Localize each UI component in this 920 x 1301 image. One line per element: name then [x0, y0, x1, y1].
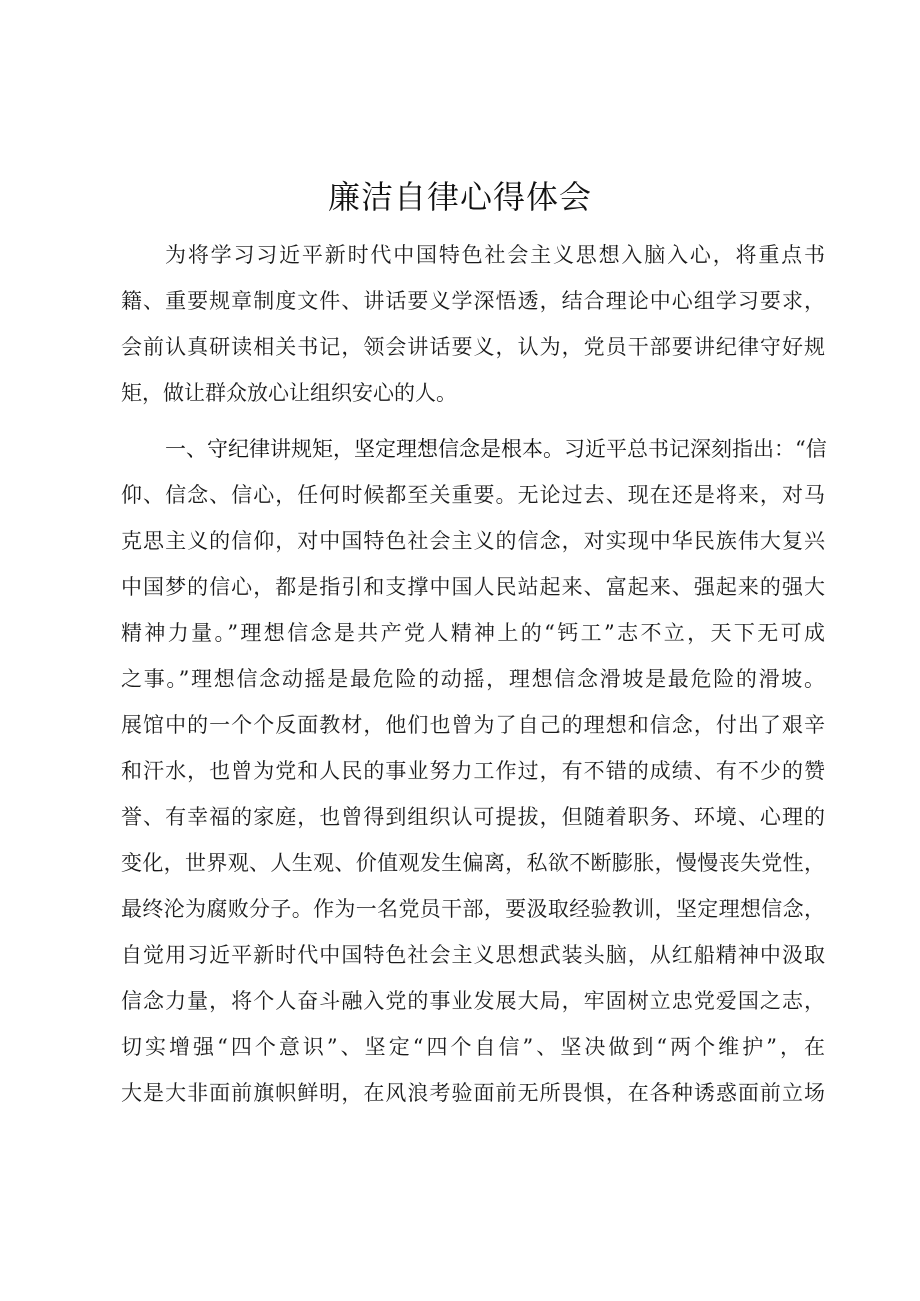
paragraph-line: 克思主义的信仰，对中国特色社会主义的信念，对实现中华民族伟大复兴: [121, 529, 825, 553]
section-heading: 一、守纪律讲规矩，坚定理想信念是根本。: [165, 437, 564, 461]
paragraph-line: 中国梦的信心，都是指引和支撑中国人民站起来、富起来、强起来的强大: [121, 575, 825, 599]
section-heading-continuation: 习近平总书记深刻指出：“信: [564, 437, 827, 461]
paragraph-line: 变化，世界观、人生观、价值观发生偏离，私欲不断膨胀，慢慢丧失党性，: [121, 851, 825, 875]
paragraph-line: 和汗水，也曾为党和人民的事业努力工作过，有不错的成绩、有不少的赞: [121, 759, 825, 783]
paragraph-line: 之事。”理想信念动摇是最危险的动摇，理想信念滑坡是最危险的滑坡。: [121, 667, 825, 691]
paragraph-line: 大是大非面前旗帜鲜明，在风浪考验面前无所畏惧，在各种诱惑面前立场: [121, 1081, 825, 1105]
paragraph-line: 精神力量。”理想信念是共产党人精神上的“钙工”志不立，天下无可成: [121, 621, 825, 645]
paragraph-line: 籍、重要规章制度文件、讲话要义学深悟透，结合理论中心组学习要求，: [121, 289, 825, 313]
paragraph-line: 自觉用习近平新时代中国特色社会主义思想武装头脑，从红船精神中汲取: [121, 943, 825, 967]
paragraph-line: 仰、信念、信心，任何时候都至关重要。无论过去、现在还是将来，对马: [121, 483, 825, 507]
paragraph-line: 切实增强“四个意识”、坚定“四个自信”、坚决做到“两个维护”，在: [121, 1035, 825, 1059]
paragraph-line: 誉、有幸福的家庭，也曾得到组织认可提拔，但随着职务、环境、心理的: [121, 805, 825, 829]
paragraph-line: 会前认真研读相关书记，领会讲话要义，认为，党员干部要讲纪律守好规: [121, 335, 825, 359]
paragraph-line: 信念力量，将个人奋斗融入党的事业发展大局，牢固树立忠党爱国之志，: [121, 989, 825, 1013]
paragraph-line: 矩，做让群众放心让组织安心的人。: [121, 381, 457, 405]
paragraph-line: 为将学习习近平新时代中国特色社会主义思想入脑入心，将重点书: [165, 243, 825, 267]
paragraph-intro: [121, 232, 825, 416]
paragraph-line: 最终沦为腐败分子。作为一名党员干部，要汲取经验教训，坚定理想信念，: [121, 897, 825, 921]
document-title: 廉洁自律心得体会: [327, 178, 592, 216]
document-body: [121, 232, 825, 1116]
paragraph-spacer: [121, 416, 825, 426]
paragraph-line: 展馆中的一个个反面教材，他们也曾为了自己的理想和信念，付出了艰辛: [121, 713, 825, 737]
paragraph-section-one: [121, 426, 825, 1116]
paragraph-line: [121, 426, 825, 472]
